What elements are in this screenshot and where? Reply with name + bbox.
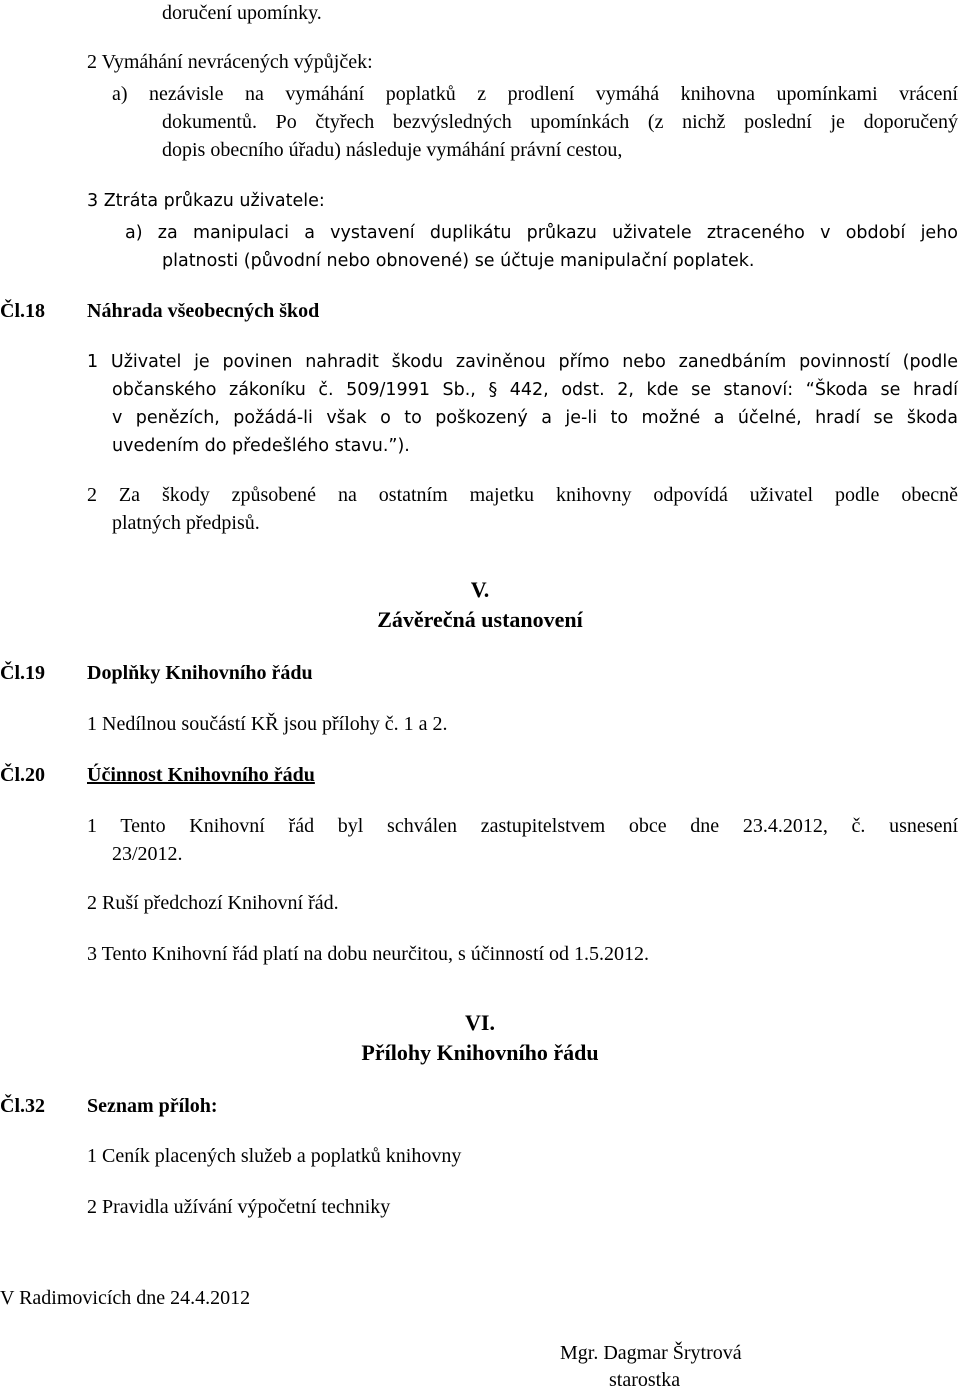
text-line: 1 Tento Knihovní řád byl schválen zastupitelstvem obce dne 23.4.2012, č. usnesení (87, 815, 958, 837)
text-line: 3 Tento Knihovní řád platí na dobu neurčitou, s účinností od 1.5.2012. (87, 943, 650, 965)
text-line: dokumentů. Po čtyřech bezvýsledných upomínkách (z nichž poslední je doporučený (162, 111, 958, 133)
text-line: uvedením do předešlého stavu.”). (112, 436, 410, 456)
article-title: Účinnost Knihovního řádu (87, 764, 315, 786)
text-line: dopis obecního úřadu) následuje vymáhání právní cestou, (162, 139, 623, 161)
signer-name: Mgr. Dagmar Šrytrová (560, 1342, 742, 1364)
article-label: Čl.32 (0, 1095, 45, 1117)
list-item: 2 Pravidla užívání výpočetní techniky (87, 1196, 391, 1218)
text-line: doručení upomínky. (162, 2, 322, 24)
section-title: Přílohy Knihovního řádu (361, 1040, 599, 1065)
paragraph-heading: 2 Vymáhání nevrácených výpůjček: (87, 51, 373, 73)
list-item: 1 Ceník placených služeb a poplatků knihovny (87, 1145, 462, 1167)
text-line: a) za manipulaci a vystavení duplikátu průkazu uživatele ztraceného v období jeho (125, 223, 958, 243)
text-line: občanského zákoníku č. 509/1991 Sb., § 442, odst. 2, kde se stanoví: “Škoda se hradí (112, 380, 958, 400)
article-title: Náhrada všeobecných škod (87, 300, 320, 322)
paragraph-heading: 3 Ztráta průkazu uživatele: (87, 191, 325, 211)
article-label: Čl.20 (0, 764, 45, 786)
section-number: V. (470, 577, 490, 602)
text-line: 2 Ruší předchozí Knihovní řád. (87, 892, 339, 914)
section-title: Závěrečná ustanovení (377, 607, 583, 632)
article-title: Seznam příloh: (87, 1095, 218, 1117)
text-line: 23/2012. (112, 843, 183, 865)
text-line: a) nezávisle na vymáhání poplatků z prodlení vymáhá knihovna upomínkami vrácení (112, 83, 958, 105)
text-line: 1 Nedílnou součástí KŘ jsou přílohy č. 1 a 2. (87, 713, 448, 735)
text-line: v penězích, požádá-li však o to poškozený a je-li to možné a účelné, hradí se škoda (112, 408, 958, 428)
section-number: VI. (465, 1010, 495, 1035)
signer-role: starostka (609, 1369, 681, 1391)
place-date: V Radimovicích dne 24.4.2012 (0, 1287, 251, 1309)
text-line: 2 Za škody způsobené na ostatním majetku knihovny odpovídá uživatel podle obecně (87, 484, 958, 506)
text-line: platnosti (původní nebo obnovené) se účtuje manipulační poplatek. (162, 251, 755, 271)
text-line: platných předpisů. (112, 512, 260, 534)
article-label: Čl.18 (0, 300, 45, 322)
text-line: 1 Uživatel je povinen nahradit škodu zaviněnou přímo nebo zanedbáním povinností (podle (87, 352, 958, 372)
article-label: Čl.19 (0, 662, 45, 684)
article-title: Doplňky Knihovního řádu (87, 662, 313, 684)
